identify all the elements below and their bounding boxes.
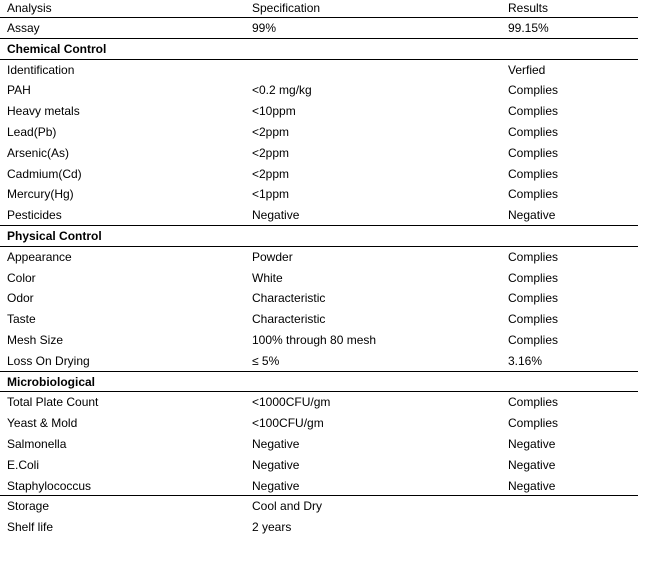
results-cell: Complies	[508, 166, 559, 181]
results-cell: Complies	[508, 249, 559, 264]
results-cell: Negative	[508, 436, 556, 451]
specification-cell: ≤ 5%	[252, 353, 280, 368]
table-row	[0, 413, 660, 434]
table-row	[0, 60, 660, 81]
analysis-cell: Yeast & Mold	[7, 416, 78, 431]
table-row	[0, 392, 660, 413]
specification-cell: 2 years	[252, 520, 292, 535]
results-cell: Complies	[508, 312, 559, 327]
analysis-cell: Loss On Drying	[7, 353, 90, 368]
section-title: Microbiological	[7, 374, 96, 389]
analysis-cell: Odor	[7, 291, 34, 306]
table-row	[0, 164, 660, 185]
table-row	[0, 143, 660, 164]
specification-cell: <100CFU/gm	[252, 416, 324, 431]
table-row	[0, 268, 660, 289]
specification-cell: 100% through 80 mesh	[252, 332, 377, 347]
header-specification: Specification	[252, 1, 321, 15]
analysis-cell: Salmonella	[7, 436, 67, 451]
table-row	[0, 184, 660, 205]
table-row	[0, 122, 660, 143]
analysis-cell: Mesh Size	[7, 332, 64, 347]
table-row	[0, 351, 660, 372]
analysis-cell: Storage	[7, 499, 50, 514]
results-cell: Negative	[508, 208, 556, 223]
table-row	[0, 455, 660, 476]
analysis-cell: Cadmium(Cd)	[7, 166, 82, 181]
analysis-cell: Total Plate Count	[7, 395, 99, 410]
analysis-cell: E.Coli	[7, 457, 40, 472]
analysis-cell: Assay	[7, 21, 40, 35]
table-row	[0, 80, 660, 101]
header-analysis: Analysis	[7, 1, 52, 15]
results-cell: Negative	[508, 457, 556, 472]
specification-cell: <1ppm	[252, 187, 290, 202]
results-cell: 99.15%	[508, 21, 549, 35]
table-row	[0, 288, 660, 309]
specification-cell: Characteristic	[252, 312, 326, 327]
specification-cell: White	[252, 270, 283, 285]
header-results: Results	[508, 1, 549, 15]
specification-cell: Powder	[252, 249, 293, 264]
results-cell: Complies	[508, 416, 559, 431]
table-row	[0, 434, 660, 455]
analysis-cell: Taste	[7, 312, 36, 327]
table-row	[0, 309, 660, 330]
results-cell: Complies	[508, 104, 559, 119]
specification-cell: <2ppm	[252, 145, 290, 160]
analysis-cell: Lead(Pb)	[7, 124, 57, 139]
table-row	[0, 476, 660, 497]
section-title: Physical Control	[7, 228, 102, 243]
specification-cell: <1000CFU/gm	[252, 395, 331, 410]
table-row	[0, 205, 660, 226]
results-cell: Complies	[508, 83, 559, 98]
analysis-cell: Arsenic(As)	[7, 145, 70, 160]
table-row	[0, 101, 660, 122]
analysis-cell: Color	[7, 270, 36, 285]
section-header-row	[0, 372, 660, 393]
results-cell: Negative	[508, 478, 556, 493]
section-header-row	[0, 226, 660, 247]
analysis-cell: Shelf life	[7, 520, 54, 535]
specification-cell: <2ppm	[252, 124, 290, 139]
table-row	[0, 330, 660, 351]
results-cell: Complies	[508, 270, 559, 285]
specification-cell: Negative	[252, 478, 300, 493]
specification-cell: Negative	[252, 436, 300, 451]
section-header-row	[0, 39, 660, 60]
specification-cell: <10ppm	[252, 104, 296, 119]
specification-cell: <0.2 mg/kg	[252, 83, 312, 98]
table-row	[0, 18, 660, 39]
section-title: Chemical Control	[7, 41, 107, 56]
table-row	[0, 517, 660, 538]
results-cell: Complies	[508, 124, 559, 139]
specification-cell: Characteristic	[252, 291, 326, 306]
results-cell: Complies	[508, 332, 559, 347]
table-row	[0, 496, 660, 517]
table-header-row	[0, 0, 660, 18]
analysis-cell: Appearance	[7, 249, 72, 264]
analysis-cell: Pesticides	[7, 208, 62, 223]
specification-cell: Cool and Dry	[252, 499, 323, 514]
analysis-cell: Mercury(Hg)	[7, 187, 74, 202]
analysis-cell: Identification	[7, 62, 75, 77]
table-row	[0, 247, 660, 268]
specification-cell: 99%	[252, 21, 277, 35]
analysis-cell: Staphylococcus	[7, 478, 92, 493]
results-cell: Complies	[508, 291, 559, 306]
results-cell: Complies	[508, 145, 559, 160]
results-cell: Complies	[508, 187, 559, 202]
results-cell: 3.16%	[508, 353, 543, 368]
analysis-cell: PAH	[7, 83, 31, 98]
results-cell: Complies	[508, 395, 559, 410]
results-cell: Verfied	[508, 62, 546, 77]
specification-cell: <2ppm	[252, 166, 290, 181]
table-body	[0, 18, 660, 538]
analysis-cell: Heavy metals	[7, 104, 80, 119]
specification-cell: Negative	[252, 208, 300, 223]
specification-cell: Negative	[252, 457, 300, 472]
